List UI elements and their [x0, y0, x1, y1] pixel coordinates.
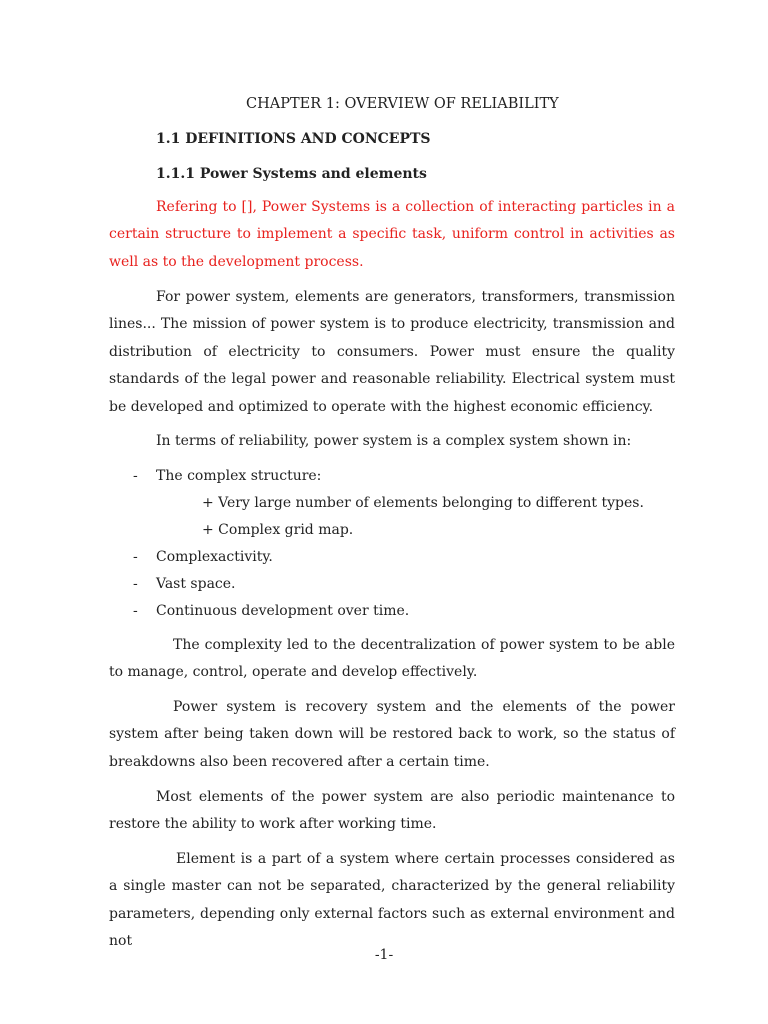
list-item: [133, 466, 321, 486]
section-title: 1.1 DEFINITIONS AND CONCEPTS: [156, 131, 431, 147]
paragraph-complexity: The complexity led to the decentralization of power system to be able to manage, control, operate and develop effectively.: [109, 637, 675, 681]
list-dash: -: [133, 603, 138, 619]
paragraph-recovery-system: Power system is recovery system and the elements of the power system after being taken down will be restored back to work, so the status of breakdowns also been recovered after a certain time.: [109, 699, 675, 770]
sub-list-item: + Complex grid map.: [202, 522, 354, 538]
list-item-text: Vast space.: [156, 576, 236, 592]
paragraph-reliability-intro: In terms of reliability, power system is a complex system shown in:: [156, 433, 632, 449]
page-number: -1-: [374, 947, 394, 963]
subsection-title: 1.1.1 Power Systems and elements: [156, 166, 427, 182]
paragraph-maintenance: Most elements of the power system are also periodic maintenance to restore the ability to work after working time.: [109, 789, 675, 833]
list-item-text: Complexactivity.: [156, 549, 273, 565]
paragraph-power-system-elements: For power system, elements are generators, transformers, transmission lines... The mission of power system is to produce electricity, transmission and distribution of electricity to consumers. Power must ensure the quality standards of the legal power and reasonable reliability. Electrical system must be developed and optimized to operate with the highest economic efficiency.: [109, 289, 675, 415]
list-item: [133, 547, 273, 567]
list-dash: -: [133, 576, 138, 592]
list-item: [133, 601, 409, 621]
sub-list-item: + Very large number of elements belonging to different types.: [202, 495, 644, 511]
list-item-text: The complex structure:: [156, 468, 322, 484]
list-dash: -: [133, 549, 138, 565]
list-dash: -: [133, 468, 138, 484]
list-item: [133, 574, 236, 594]
chapter-title: CHAPTER 1: OVERVIEW OF RELIABILITY: [246, 96, 559, 112]
paragraph-definition-highlighted: Refering to [], Power Systems is a collection of interacting particles in a certain structure to implement a specific task, uniform control in activities as well as to the development process.: [109, 199, 675, 270]
paragraph-element-definition: Element is a part of a system where certain processes considered as a single master can not be separated, characterized by the general reliability parameters, depending only external factors such as external environment and not: [109, 851, 675, 950]
list-item-text: Continuous development over time.: [156, 603, 410, 619]
